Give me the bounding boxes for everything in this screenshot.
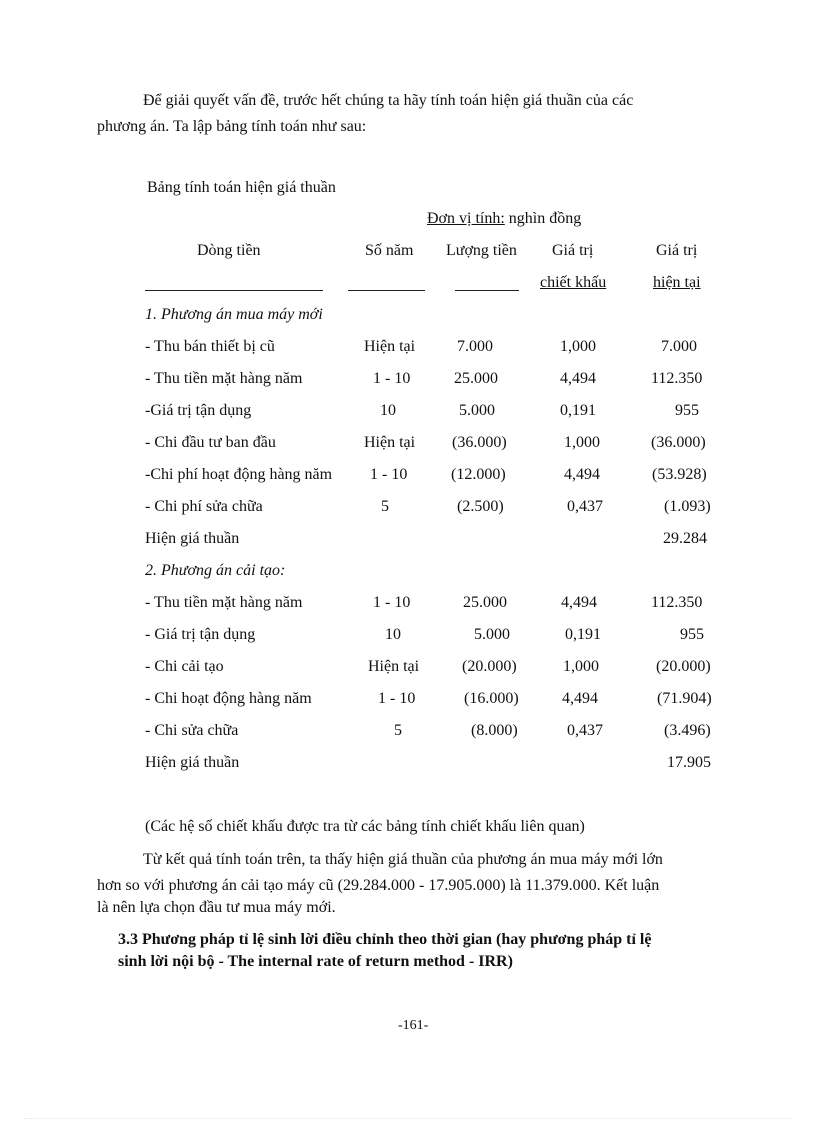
row-label: - Giá trị tận dụng (145, 626, 256, 643)
row-pv: (53.928) (652, 466, 707, 483)
header-rule-dong-tien (145, 290, 323, 291)
row-years: 1 - 10 (370, 466, 408, 483)
row-amount: 7.000 (457, 338, 493, 355)
header-rule-luong-tien (455, 290, 519, 291)
row-label: - Chi đầu tư ban đầu (145, 434, 276, 451)
row-pv: 112.350 (651, 594, 703, 611)
row-pv: 7.000 (661, 338, 697, 355)
section2-total-value: 17.905 (667, 754, 711, 771)
row-years: 10 (385, 626, 401, 643)
section-heading-line-1: 3.3 Phương pháp tỉ lệ sinh lời điều chỉnh theo thời gian (hay phương pháp tỉ lệ (118, 931, 652, 948)
section-heading-line-2: sinh lời nội bộ - The internal rate of return method - IRR) (118, 953, 513, 970)
row-years: 1 - 10 (373, 370, 411, 387)
header-rule-so-nam (348, 290, 425, 291)
row-pv: (3.496) (664, 722, 711, 739)
conclusion-line-1: Từ kết quả tính toán trên, ta thấy hiện giá thuần của phương án mua máy mới lớn (143, 851, 663, 868)
row-pv: (71.904) (657, 690, 712, 707)
row-label: -Chi phí hoạt động hàng năm (145, 466, 333, 483)
table-title: Bảng tính toán hiện giá thuần (147, 179, 336, 196)
row-amount: 5.000 (459, 402, 495, 419)
page-number: -161- (398, 1018, 429, 1033)
row-amount: (16.000) (464, 690, 519, 707)
row-factor: 1,000 (560, 338, 596, 355)
row-label: - Chi phí sửa chữa (145, 498, 263, 515)
unit-line (427, 209, 581, 228)
row-factor: 0,437 (567, 498, 603, 515)
header-so-nam: Số năm (365, 242, 414, 259)
section1-total-value: 29.284 (663, 530, 707, 547)
row-factor: 1,000 (564, 434, 600, 451)
row-factor: 4,494 (564, 466, 600, 483)
row-years: 1 - 10 (373, 594, 411, 611)
unit-value: nghìn đồng (504, 210, 582, 227)
intro-line-1: Để giải quyết vấn đề, trước hết chúng ta hãy tính toán hiện giá thuần của các (143, 92, 634, 109)
row-amount: (2.500) (457, 498, 504, 515)
row-amount: 25.000 (463, 594, 507, 611)
row-label: - Thu tiền mặt hàng năm (145, 594, 303, 611)
header-luong-tien: Lượng tiền (446, 242, 517, 259)
header-gia-tri-1: Giá trị (552, 242, 594, 259)
row-amount: (12.000) (451, 466, 506, 483)
header-hien-tai: hiện tại (653, 274, 701, 291)
row-pv: 955 (675, 402, 699, 419)
row-pv: 112.350 (651, 370, 703, 387)
row-factor: 0,191 (565, 626, 601, 643)
row-label: - Chi sửa chữa (145, 722, 239, 739)
header-dong-tien: Dòng tiền (197, 242, 261, 259)
row-label: -Giá trị tận dụng (145, 402, 252, 419)
conclusion-line-2: hơn so với phương án cải tạo máy cũ (29.284.000 - 17.905.000) là 11.379.000. Kết luận (97, 877, 660, 894)
discount-note: (Các hệ số chiết khấu được tra từ các bảng tính chiết khấu liên quan) (145, 818, 585, 835)
row-years: Hiện tại (368, 658, 420, 675)
row-years: 5 (381, 498, 389, 515)
row-amount: (20.000) (462, 658, 517, 675)
row-pv: 955 (680, 626, 704, 643)
section2-total-label: Hiện giá thuần (145, 754, 240, 771)
row-factor: 1,000 (563, 658, 599, 675)
row-amount: (36.000) (452, 434, 507, 451)
row-label: - Chi hoạt động hàng năm (145, 690, 312, 707)
row-factor: 0,191 (560, 402, 596, 419)
unit-label: Đơn vị tính: (427, 210, 505, 227)
header-chiet-khau: chiết khấu (540, 274, 607, 291)
row-amount: 25.000 (454, 370, 498, 387)
section1-title: 1. Phương án mua máy mới (145, 306, 323, 323)
row-label: - Chi cải tạo (145, 658, 224, 675)
footer-divider (24, 1118, 792, 1119)
row-factor: 4,494 (562, 690, 598, 707)
row-pv: (20.000) (656, 658, 711, 675)
conclusion-line-3: là nên lựa chọn đầu tư mua máy mới. (97, 899, 336, 916)
section1-total-label: Hiện giá thuần (145, 530, 240, 547)
section2-title: 2. Phương án cải tạo: (145, 562, 286, 579)
row-label: - Thu tiền mặt hàng năm (145, 370, 303, 387)
row-years: 1 - 10 (378, 690, 416, 707)
intro-line-2: phương án. Ta lập bảng tính toán như sau: (97, 118, 367, 135)
row-label: - Thu bán thiết bị cũ (145, 338, 275, 355)
header-gia-tri-2: Giá trị (656, 242, 698, 259)
row-pv: (36.000) (651, 434, 706, 451)
row-amount: 5.000 (474, 626, 510, 643)
row-years: 10 (380, 402, 396, 419)
row-years: 5 (394, 722, 402, 739)
row-factor: 4,494 (560, 370, 596, 387)
row-factor: 4,494 (561, 594, 597, 611)
row-years: Hiện tại (364, 338, 416, 355)
row-factor: 0,437 (567, 722, 603, 739)
row-pv: (1.093) (664, 498, 711, 515)
row-years: Hiện tại (364, 434, 416, 451)
row-amount: (8.000) (471, 722, 518, 739)
